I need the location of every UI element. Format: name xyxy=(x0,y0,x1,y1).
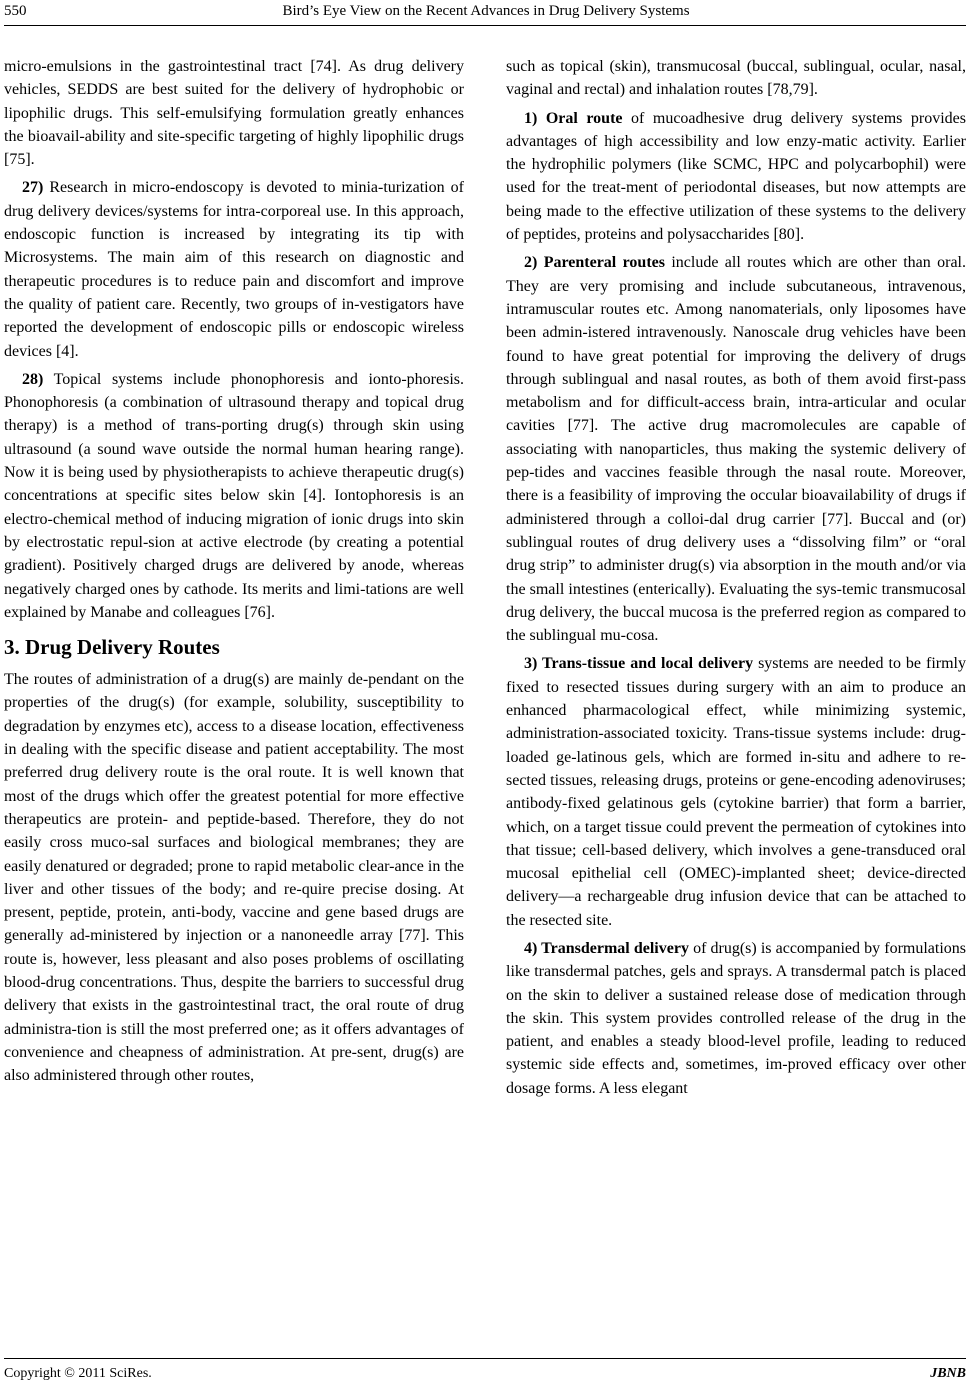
paragraph-lead: 3) Trans-tissue and local delivery xyxy=(524,655,754,673)
right-column xyxy=(506,55,966,1100)
page-header xyxy=(0,0,972,30)
copyright-notice: Copyright © 2011 SciRes. xyxy=(4,1366,152,1381)
paragraph-trans-tissue xyxy=(506,652,966,932)
header-rule xyxy=(4,25,966,26)
paragraph-lead: 4) Transdermal delivery xyxy=(524,939,689,957)
footer-rule xyxy=(4,1358,966,1359)
paragraph-text: of mucoadhesive drug delivery systems provides advantages of high accessibility and low enzy-matic activity. Earlier the hydrophilic polymers (like SCMC, HPC and polycarbophil) were used for the treat-ment of periodontal diseases, but now attempts are being made to the effective utilization of these systems to the delivery of peptides, proteins and polysaccharides [80]. xyxy=(506,109,966,244)
item-number: 27) xyxy=(22,179,44,197)
left-column xyxy=(4,55,464,1087)
paragraph-intro: micro-emulsions in the gastrointestinal tract [74]. As drug delivery vehicles, SEDDS are best suited for the delivery of hydrophobic or lipophilic drugs. This self-emulsifying formulation greatly enhances the bioavail-ability and site-specific targeting of highly lipophilic drugs [75]. xyxy=(4,58,464,169)
journal-abbreviation: JBNB xyxy=(930,1366,966,1381)
running-title: Bird’s Eye View on the Recent Advances in Drug Delivery Systems xyxy=(282,3,690,19)
section-heading: 3. Drug Delivery Routes xyxy=(4,635,220,660)
paragraph-oral-route xyxy=(506,107,966,247)
page-number: 550 xyxy=(4,3,27,19)
paragraph-lead: 1) Oral route xyxy=(524,109,623,127)
paragraph-lead: 2) Parenteral routes xyxy=(524,254,665,272)
paragraph-text: of drug(s) is accompanied by formulations like transdermal patches, gels and sprays. A transdermal patch is placed on the skin to deliver a sustained release dose of medication through the skin. This system provides controlled release of the drug in the patient, and enables a steady blood-level profile, leading to reduced systemic side effects and, sometimes, im-proved efficacy over other dosage forms. A less elegant xyxy=(506,939,967,1097)
paragraph-text: Topical systems include phonophoresis and ionto-phoresis. Phonophoresis (a combination of ultrasound therapy and topical drug therapy) is a method of trans-porting drug(s) through skin using ultrasound (a sound wave outside the normal human hearing range). Now it is being used by physiotherapists to achieve therapeutic drug(s) concentrations at specific sites below skin [4]. Iontophoresis is an electro-chemical method of inducing migration of ionic drugs into skin by electrostatic repul-sion at active electrode (by creating a potential gradient). Positively charged drugs are delivered by anode, whereas negatively charged ones by cathode. Its merits and limi-tations are well explained by Manabe and colleagues [76]. xyxy=(4,370,464,621)
paragraph-text: include all routes which are other than oral. They are very promising and include subcutaneous, intravenous, intramuscular routes etc. Among nanomaterials, only liposomes have been admin-istered intravenously. Nanoscale drug vehicles have been found to have great potential for improving the delivery of drugs through sublingual and nasal routes, as both of them avoid first-pass metabolism and for difficult-access brain, intra-articular and ocular cavities [77]. The active drug macromolecules are capable of associating with nanoparticles, thus making the systemic delivery of pep-tides and vaccines feasible through the nasal route. Moreover, there is a feasibility of improving the occular bioavailability of drugs if administered through a colloi-dal drug carrier [77]. Buccal and (or) sublingual routes of drug delivery uses a “dissolving film” or “oral drug strip” to administer drug(s) via absorption in the mouth and/or via the small intestines (enterically). Evaluating the sys-temic transmucosal drug delivery, the buccal mucosa is the preferred region as compared to the sublingual mu-cosa. xyxy=(506,254,966,645)
paragraph-28 xyxy=(4,368,464,624)
paragraph-continued: such as topical (skin), transmucosal (buccal, sublingual, ocular, nasal, vaginal and rectal) and inhalation routes [78,79]. xyxy=(506,58,966,99)
paragraph-text: Research in micro-endoscopy is devoted to minia-turization of drug delivery devices/systems for intra-corporeal use. In this approach, endoscopic function is increased by integrating its tip with Microsystems. The main aim of this research on diagnostic and therapeutic procedures is to reduce pain and discomfort and improve the quality of patient care. Recently, two groups of in-vestigators have reported the development of endoscopic pills or endoscopic wireless devices [4]. xyxy=(4,179,464,360)
item-number: 28) xyxy=(22,370,44,388)
paragraph-transdermal xyxy=(506,937,966,1100)
paragraph-27 xyxy=(4,176,464,362)
paragraph-routes: The routes of administration of a drug(s) are mainly de-pendant on the properties of the drug(s) (for example, solubility, susceptibility to degradation by enzymes etc), access to a disease location, effectiveness in dealing with the specific disease and patient acceptability. The most preferred drug delivery route is the oral route. It is well known that most of the drugs which offer the greatest potential for more effective therapeutics are protein- and peptide-based. Therefore, they do not easily cross muco-sal surfaces and biological membranes; they are easily denatured or degraded; prone to rapid metabolic clear-ance in the liver and other tissues of the body; and re-quire precise dosing. At present, peptide, protein, anti-body, vaccine and gene based drugs are generally ad-ministered by injection or a nanoneedle array [77]. This route is, however, less pleasant and also poses problems of oscillating blood-drug concentrations. Thus, despite the barriers to successful drug delivery that exists in the gastrointestinal tract, the oral route of drug administra-tion is still the most preferred one; as it offers advantages of convenience and cheapness of administration. At pre-sent, drug(s) are also administered through other routes, xyxy=(4,671,464,1085)
paragraph-text: systems are needed to be firmly fixed to resected tissues during surgery with an aim to produce an enhanced pharmacological effect, while minimizing systemic, administration-associated toxicity. Trans-tissue systems include: drug-loaded ge-latinous gels, which are formed in-situ and adhere to re-sected tissues, releasing drugs, proteins or gene-encoding adenoviruses; antibody-fixed gelatinous gels (cytokine barrier) that form a barrier, which, on a target tissue could prevent the permeation of cytokines into that tissue; cell-based delivery, which involves a gene-transduced oral mucosal epithelial cell (OMEC)-implanted sheet; device-directed delivery—a rechargeable drug infusion device that can be attached to the resected site. xyxy=(506,655,966,929)
paragraph-parenteral-routes xyxy=(506,251,966,647)
